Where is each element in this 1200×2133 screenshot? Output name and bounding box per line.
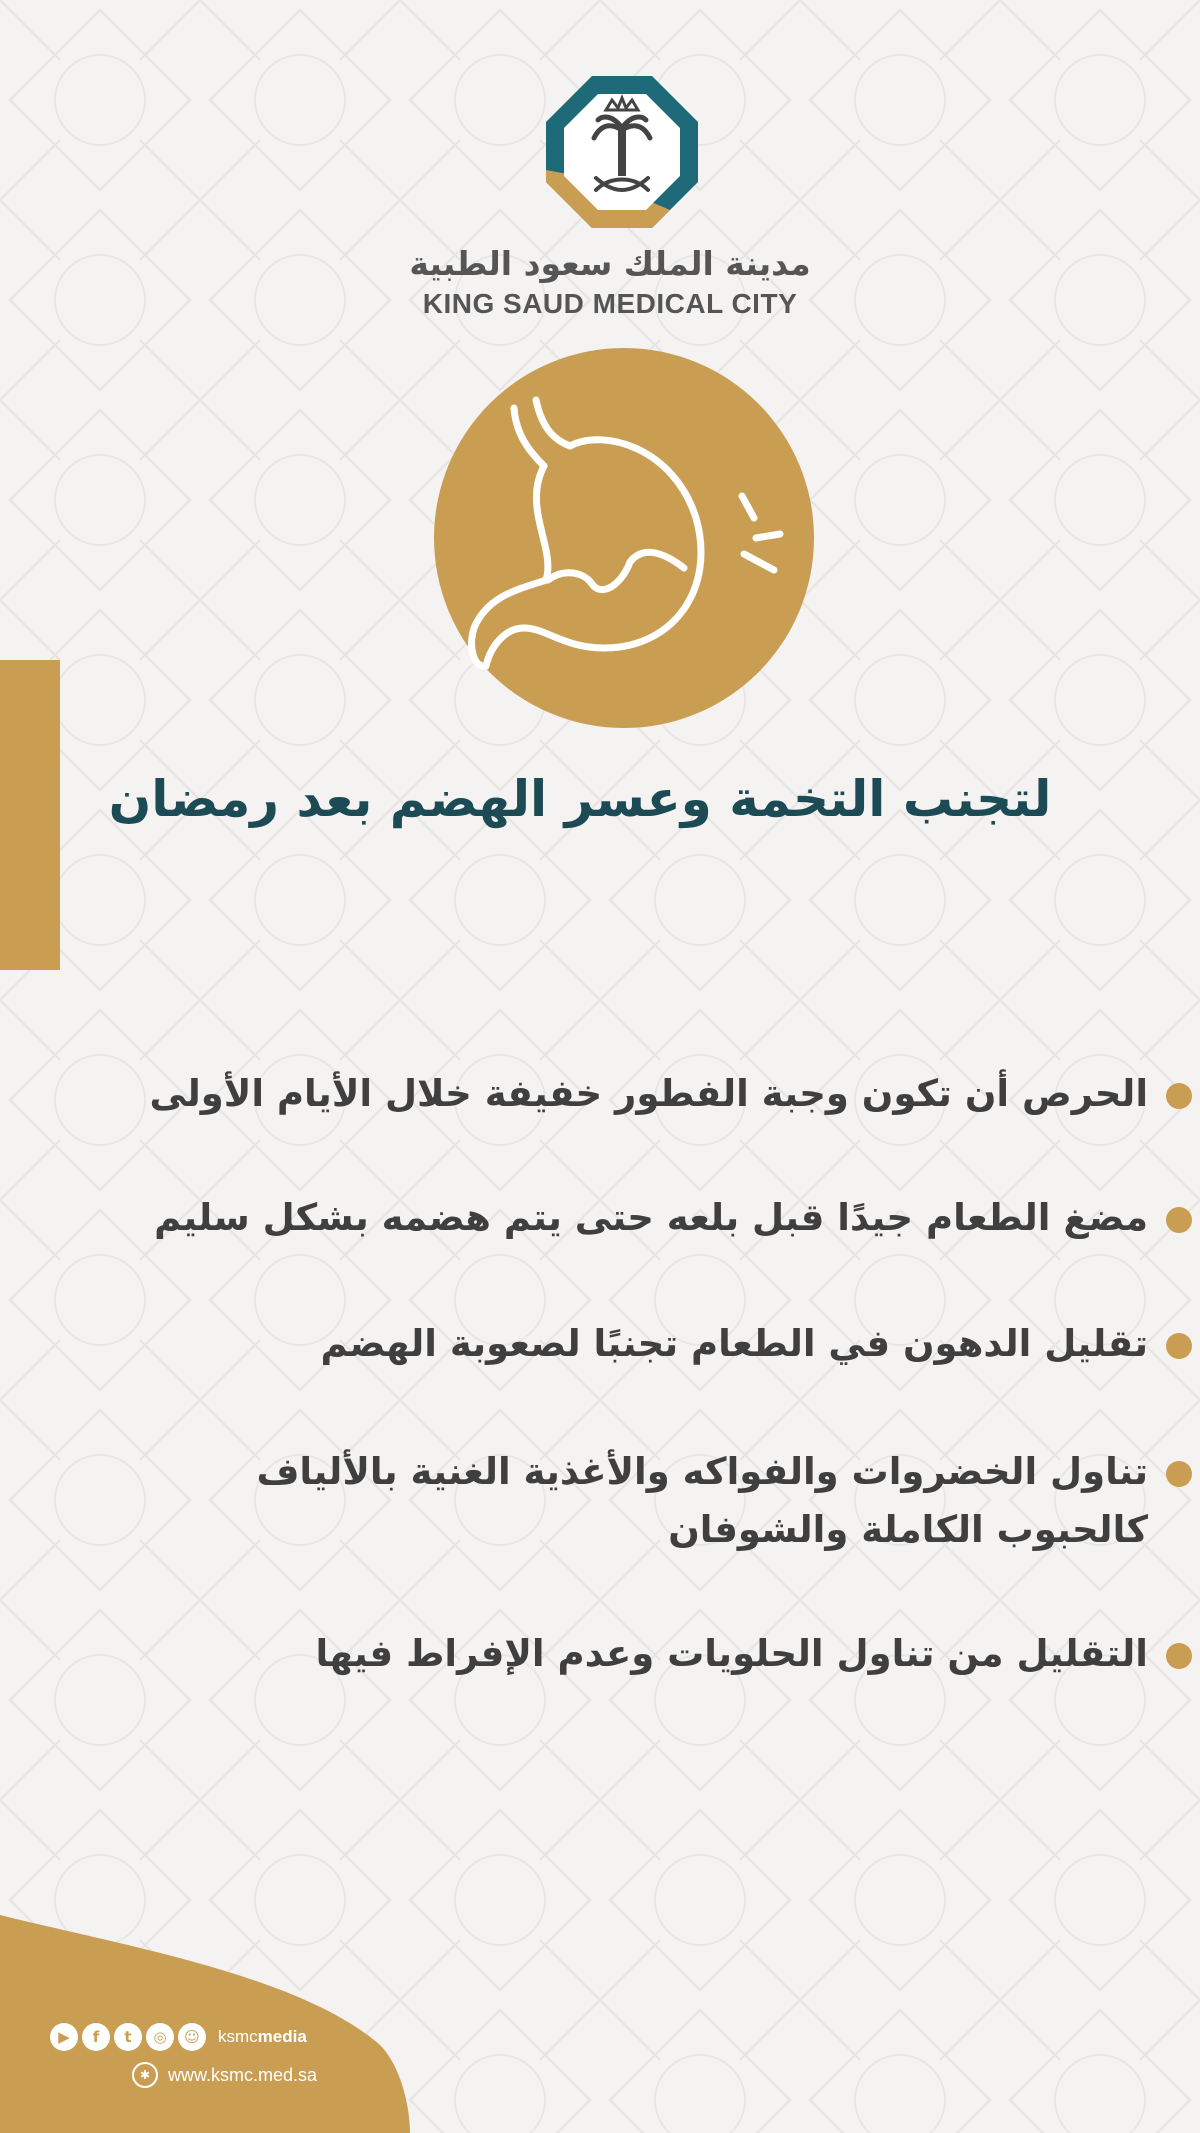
tip-text: الحرص أن تكون وجبة الفطور خفيفة خلال الأيام الأولى (149, 1072, 1148, 1115)
globe-icon: ✱ (132, 2062, 158, 2088)
bullet-dot (1166, 1461, 1192, 1487)
illustration-circle (434, 348, 814, 728)
list-item (100, 1315, 1192, 1373)
instagram-icon[interactable]: ◎ (146, 2023, 174, 2051)
tip-text: مضغ الطعام جيدًا قبل بلعه حتى يتم هضمه بشكل سليم (154, 1196, 1148, 1239)
tip-text: التقليل من تناول الحلويات وعدم الإفراط فيها (315, 1632, 1148, 1675)
bullet-dot (1166, 1333, 1192, 1359)
website-link[interactable]: www.ksmc.med.sa (168, 2064, 318, 2085)
snapchat-icon[interactable]: ☺ (178, 2023, 206, 2051)
list-item (100, 1443, 1192, 1559)
ksmc-emblem-icon (540, 70, 704, 234)
list-item (100, 1625, 1192, 1683)
facebook-icon[interactable]: f (82, 2023, 110, 2051)
twitter-icon[interactable]: t (114, 2023, 142, 2051)
tip-text: تناول الخضروات والفواكه والأغذية الغنية بالألياف كالحبوب الكاملة والشوفان (256, 1450, 1148, 1551)
website-row (50, 2058, 380, 2092)
footer (50, 2020, 380, 2092)
list-item (100, 1189, 1192, 1247)
tip-text: تقليل الدهون في الطعام تجنبًا لصعوبة الهضم (320, 1322, 1148, 1365)
bullet-dot (1166, 1207, 1192, 1233)
bullet-dot (1166, 1083, 1192, 1109)
youtube-icon[interactable]: ▶ (50, 2023, 78, 2051)
social-handle[interactable]: ksmcmedia (218, 2027, 307, 2046)
list-item (100, 1065, 1192, 1123)
brand-name-arabic: مدينة الملك سعود الطبية (409, 244, 811, 283)
bullet-dot (1166, 1643, 1192, 1669)
left-accent-bar (0, 660, 60, 970)
stomach-icon (434, 348, 814, 728)
brand-name-english: KING SAUD MEDICAL CITY (422, 288, 798, 319)
social-links (50, 2020, 380, 2054)
page-title: لتجنب التخمة وعسر الهضم بعد رمضان (108, 770, 1052, 828)
